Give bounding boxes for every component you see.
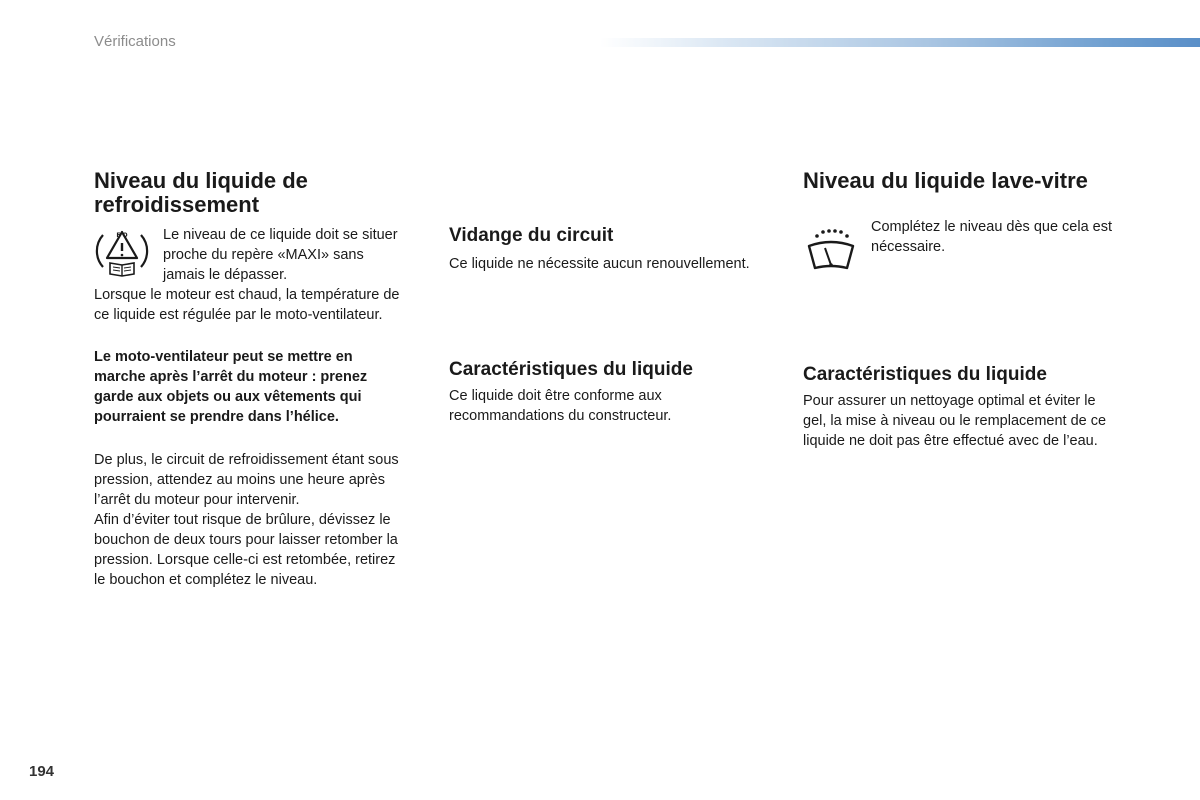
text-line: recommandations du constructeur. [449,408,672,424]
coolant-level-line: Le niveau de ce liquide doit se situer [163,227,398,243]
header-gradient-bar [600,38,1200,47]
pressure-paragraph [94,450,429,590]
text-line: Lorsque le moteur est chaud, la température de [94,287,400,303]
text-line: De plus, le circuit de refroidissement étant sous [94,452,399,468]
section-label: Vérifications [94,33,176,50]
drain-text: Ce liquide ne nécessite aucun renouvellement. [449,256,750,272]
coolant-warning-manual-icon [94,225,163,282]
text-line: l’arrêt du moteur pour intervenir. [94,492,300,508]
warning-line: Le moto-ventilateur peut se mettre en [94,349,353,365]
text-line: Ce liquide doit être conforme aux [449,388,662,404]
windscreen-washer-icon [803,224,871,281]
text-line: pression. Lorsque celle-ci est retombée, retirez [94,552,396,568]
coolant-level-line: proche du repère «MAXI» sans [163,247,364,263]
text-line: bouchon de deux tours pour laisser retomber la [94,532,398,548]
text-line: Pour assurer un nettoyage optimal et éviter le [803,393,1096,409]
coolant-icon-row [94,225,429,285]
warning-line: pourraient se prendre dans l’hélice. [94,409,339,425]
warning-line: garde aux objets ou aux vêtements qui [94,389,362,405]
svg-text:F O: F O [116,232,128,239]
text-line: Complétez le niveau dès que cela est [871,219,1113,235]
coolant-section [94,169,429,590]
washer-icon-row [803,219,1138,281]
coolant-level-note [163,225,429,285]
coolant-title-line1: Niveau du liquide de [94,168,308,193]
coolant-level-line: jamais le dépasser. [163,267,288,283]
drain-section [449,224,784,426]
text-line: Afin d’éviter tout risque de brûlure, dévissez le [94,512,391,528]
text-line: liquide ne doit pas être effectué avec de l’eau. [803,433,1098,449]
drain-title: Vidange du circuit [449,225,614,246]
washer-section [803,169,1138,451]
coolant-specs-section [449,358,784,426]
fan-warning-paragraph [94,347,429,427]
washer-specs-section [803,363,1138,451]
text-line: gel, la mise à niveau ou le remplacement de ce [803,413,1107,429]
washer-specs-title: Caractéristiques du liquide [803,364,1047,385]
page-number: 194 [29,763,55,780]
text-line: le bouchon et complétez le niveau. [94,572,318,588]
coolant-temperature-paragraph [94,285,429,325]
warning-line: marche après l’arrêt du moteur : prenez [94,369,368,385]
text-line: ce liquide est régulée par le moto-ventilateur. [94,307,383,323]
text-line: nécessaire. [871,239,946,255]
coolant-title [94,169,429,217]
washer-level-note [871,217,1138,257]
text-line: pression, attendez au moins une heure après [94,472,385,488]
washer-title: Niveau du liquide lave-vitre [803,168,1088,193]
coolant-title-line2: refroidissement [94,192,260,217]
coolant-specs-title: Caractéristiques du liquide [449,359,693,380]
